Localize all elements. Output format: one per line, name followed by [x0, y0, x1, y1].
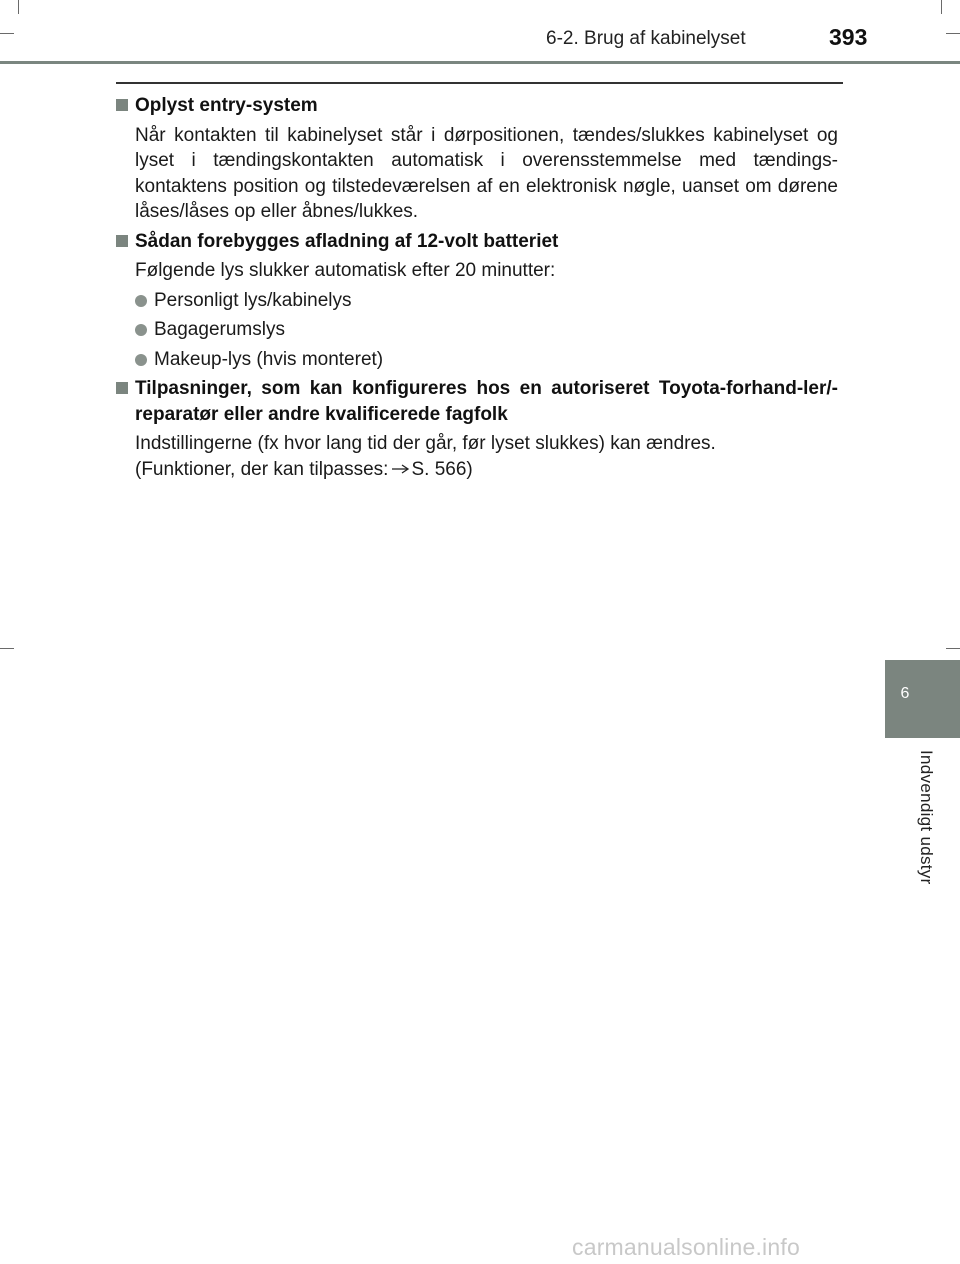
crop-mark — [946, 648, 960, 649]
circle-bullet-icon — [135, 324, 147, 336]
list-item — [135, 317, 838, 343]
section-customization — [116, 376, 838, 482]
chapter-title: Indvendigt udstyr — [917, 750, 936, 885]
section-heading-text: Oplyst entry-system — [135, 95, 318, 116]
crop-mark — [941, 0, 942, 14]
crop-mark — [946, 33, 960, 34]
page-content — [116, 93, 838, 486]
section-entry-system — [116, 93, 838, 225]
section-heading — [116, 93, 838, 119]
square-bullet-icon — [116, 382, 128, 394]
section-heading — [116, 376, 838, 427]
section-body-text: Indstillingerne (fx hvor lang tid der går, før lyset slukkes) kan ændres. — [135, 433, 716, 454]
cross-reference — [135, 457, 838, 483]
crop-mark — [0, 33, 14, 34]
content-rule — [116, 82, 843, 84]
circle-bullet-icon — [135, 295, 147, 307]
list-item-text: Personligt lys/kabinelys — [154, 289, 352, 311]
square-bullet-icon — [116, 235, 128, 247]
section-heading — [116, 229, 838, 255]
cross-reference-prefix: (Funktioner, der kan tilpasses: — [135, 458, 389, 480]
list-item — [135, 347, 838, 373]
list-item-text: Bagagerumslys — [154, 319, 285, 340]
watermark: carmanualsonline.info — [572, 1234, 800, 1260]
section-battery-discharge — [116, 229, 838, 373]
page-number: 393 — [829, 24, 868, 50]
circle-bullet-icon — [135, 354, 147, 366]
section-heading-text: Sådan forebygges afladning af 12-volt batteriet — [135, 230, 559, 252]
section-body-text: Når kontakten til kabinelyset står i dørpositionen, tændes/slukkes kabinelyset og lyset i tændingskontakten automatisk i overensstemmelse med tændings-kontaktens position og tilstedeværelsen af en elektronisk nøgle, uanset om dørene låses/låses op eller åbnes/lukkes. — [135, 124, 838, 222]
chapter-number: 6 — [900, 685, 910, 702]
crop-mark — [0, 648, 14, 649]
header-rule — [0, 61, 960, 64]
arrow-right-icon — [392, 464, 410, 474]
section-body-text: Følgende lys slukker automatisk efter 20 minutter: — [135, 260, 556, 281]
list-item-text: Makeup-lys (hvis monteret) — [154, 348, 384, 370]
section-heading-text: Tilpasninger, som kan konfigureres hos en autoriseret Toyota-forhand-ler/-reparatør eller andre kvalificerede fagfolk — [135, 378, 838, 425]
square-bullet-icon — [116, 99, 128, 111]
cross-reference-link[interactable]: S. 566) — [411, 458, 473, 480]
list-item — [135, 288, 838, 314]
crop-mark — [18, 0, 19, 14]
header-section-title: 6-2. Brug af kabinelyset — [546, 28, 746, 49]
